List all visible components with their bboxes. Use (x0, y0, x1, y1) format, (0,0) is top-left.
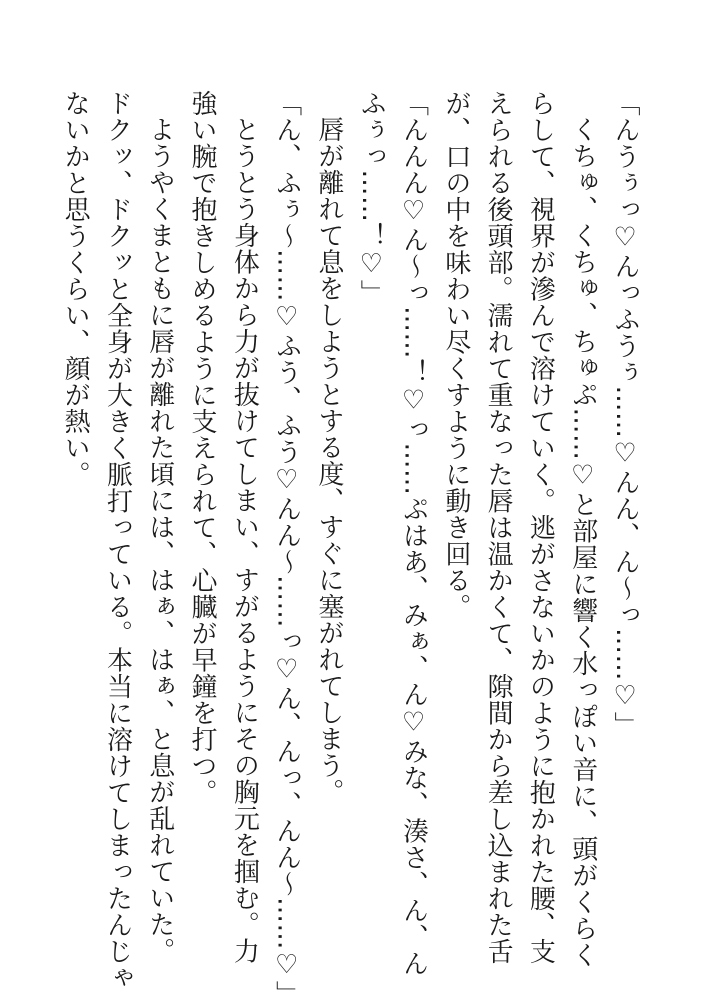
text-line: ようやくまともに唇が離れた頃には、はぁ、はぁ、と息が乱れていた。 (144, 116, 175, 964)
text-line: 強い腕で抱きしめるように支えられて、心臓が早鐘を打つ。 (187, 90, 218, 806)
text-line: 「ん、ふぅ〜……♡ふう、ふう♡んん〜……っ♡ん、んっ、んん〜……♡」 (271, 90, 302, 1007)
text-line: が、口の中を味わい尽くすように動き回る。 (440, 90, 471, 620)
text-line: ドクッ、ドクッと全身が大きく脈打っている。本当に溶けてしまったんじゃ (102, 90, 133, 991)
text-line: 「んうぅっ♡んっふうぅ……♡んん、ん〜っ……♡」 (610, 90, 640, 738)
text-line: 唇が離れて息をしようとする度、すぐに塞がれてしまう。 (313, 116, 344, 805)
text-line: とうとう身体から力が抜けてしまい、すがるようにその胸元を掴む。力 (229, 116, 260, 964)
text-line: 「んんん♡ん〜っ……！♡っ……ぷはあ、みぁ、ん♡みな、湊さ、ん、ん (398, 90, 429, 977)
text-line: くちゅ、くちゅ、ちゅぷ……♡と部屋に響く水っぽい音に、頭がくらく (567, 116, 598, 968)
text-line: らして、視界が滲んで溶けていく。逃がさないかのように抱かれた腰、支 (525, 90, 556, 965)
text-line: えられる後頭部。濡れて重なった唇は温かくて、隙間から差し込まれた舌 (483, 90, 514, 965)
novel-text-body (54, 90, 646, 1007)
text-line: ないかと思うくらい、顔が熱い。 (60, 90, 91, 488)
text-line: ふぅっ……！♡」 (356, 90, 387, 306)
